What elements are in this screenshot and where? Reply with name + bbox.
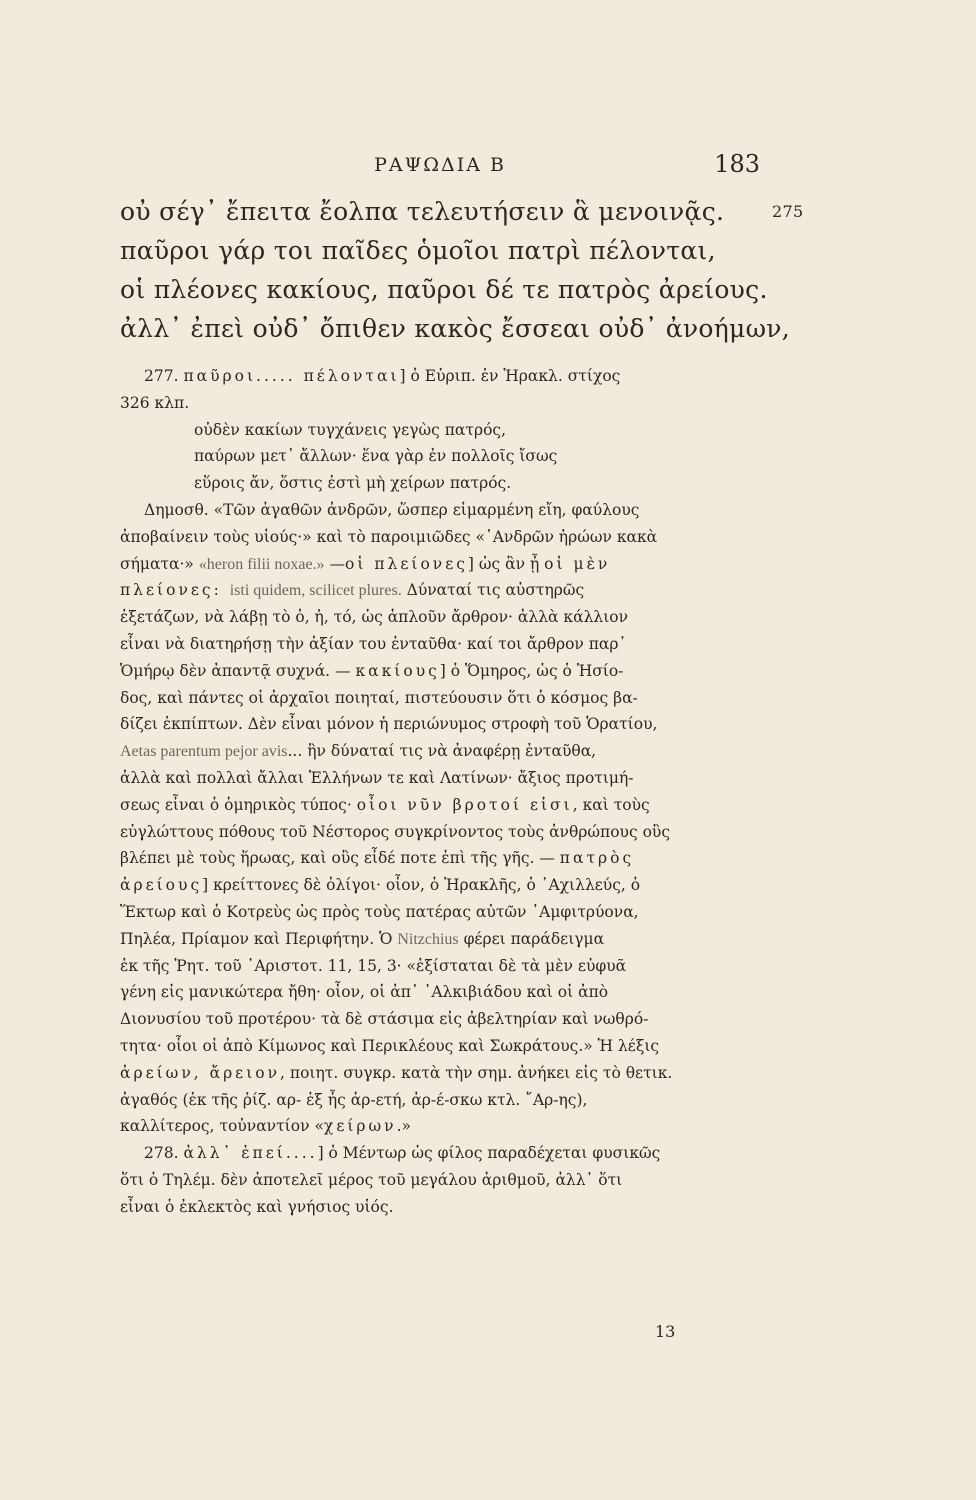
verse-line: οἱ πλέονες κακίους, παῦροι δέ τε πατρὸς ἀρείους.	[120, 275, 768, 304]
page-header	[120, 150, 760, 180]
commentary-line: γένη εἰς μανικώτερα ἤθη· οἷον, οἱ ἀπ᾽ ᾽Αλκιβιάδου καὶ οἱ ἀπὸ	[120, 983, 609, 1002]
verse-line: ἀλλ᾽ ἐπεὶ οὐδ᾽ ὄπιθεν κακὸς ἔσσεαι οὐδ᾽ ἀνοήμων,	[120, 314, 791, 343]
quote-line: παύρων μετ᾽ ἄλλων· ἕνα γὰρ ἐν πολλοῖς ἴσως	[194, 447, 558, 466]
commentary-line: 278. ἀλλ᾽ ἐπεί....] ὁ Μέντωρ ὡς φίλος παραδέχεται φυσικῶς	[144, 1144, 661, 1163]
commentary-block	[120, 363, 765, 1221]
lemma: κακίους	[355, 661, 440, 680]
commentary-line: ἀλλὰ καὶ πολλαὶ ἄλλαι Ἑλλήνων τε καὶ Λατίνων· ἄξιος προτιμή-	[120, 768, 634, 787]
signature-mark: 13	[655, 1322, 676, 1341]
verse-block	[120, 192, 810, 348]
commentary-line: Ἕκτωρ καὶ ὁ Κοτρεὺς ὡς πρὸς τοὺς πατέρας αὐτῶν ᾽Αμφιτρύονα,	[120, 902, 639, 921]
commentary-line: δίζει ἐκπίπτων. Δὲν εἶναι μόνον ἡ περιώνυμος στροφὴ τοῦ Ὁρατίου,	[120, 715, 658, 734]
commentary-line: Δημοσθ. «Τῶν ἀγαθῶν ἀνδρῶν, ὥσπερ εἱμαρμένη εἴη, φαύλους	[144, 500, 640, 519]
commentary-line: Πηλέα, Πρίαμον καὶ Περιφήτην. Ὁ Nitzchius φέρει παράδειγμα	[120, 929, 605, 948]
verse-line: παῦροι γάρ τοι παῖδες ὁμοῖοι πατρὶ πέλονται,	[120, 236, 716, 265]
lemma: παῦροι..... πέλονται	[183, 367, 400, 385]
commentary-line: σεως εἶναι ὁ ὁμηρικὸς τύπος· οἷοι νῦν βροτοί εἰσι, καὶ τοὺς	[120, 795, 650, 814]
lemma: πλείονες:	[120, 581, 230, 600]
commentary-line: εἶναι νὰ διατηρήσῃ τὴν ἀξίαν του ἐνταῦθα· καί τοι ἄρθρον παρ᾽	[120, 634, 627, 653]
lemma: οἷοι νῦν βροτοί εἰσι	[356, 795, 573, 814]
latin-quote: isti quidem, scilicet plures.	[229, 582, 402, 600]
verse-text: οὐ σέγ᾽ ἔπειτα ἔολπα τελευτήσειν ἃ μενοινᾷς.	[120, 197, 725, 226]
commentary-line: 277. παῦροι..... πέλονται] ὁ Εὐριπ. ἐν Ἡρακλ. στίχος	[144, 367, 621, 385]
commentary-line: ἀγαθός (ἐκ τῆς ῥίζ. αρ- ἐξ ἧς ἀρ-ετή, ἀρ-έ-σκω κτλ. ῎Αρ-ης),	[120, 1090, 588, 1109]
verse-line	[120, 192, 810, 231]
running-title: ΡΑΨΩΔΙΑ Β	[374, 154, 506, 176]
commentary-line: Aetas parentum pejor avis... ἣν δύναταί τις νὰ ἀναφέρῃ ἐνταῦθα,	[120, 742, 597, 761]
verse-number: 275	[772, 202, 804, 221]
commentary-line: Ὁμήρῳ δὲν ἀπαντᾷ συχνά. — κακίους] ὁ Ὅμηρος, ὡς ὁ Ἡσίο-	[120, 661, 624, 680]
commentary-line: ἐξετάζων, νὰ λάβῃ τὸ ὁ, ἡ, τό, ὡς ἁπλοῦν ἄρθρον· ἀλλὰ κάλλιον	[120, 608, 629, 627]
commentary-line: τητα· οἷοι οἱ ἀπὸ Κίμωνος καὶ Περικλέους καὶ Σωκράτους.» Ἡ λέξις	[120, 1036, 660, 1055]
commentary-line: ἀρείων, ἄρειον, ποιητ. συγκρ. κατὰ τὴν σημ. ἀνήκει εἰς τὸ θετικ.	[120, 1063, 673, 1082]
page-number: 183	[714, 150, 760, 178]
commentary-line: καλλίτερος, τοὐναντίον «χείρων.»	[120, 1117, 412, 1136]
latin-name: Nitzchius	[397, 930, 459, 948]
lemma: ἀρείων, ἄρειον	[120, 1063, 281, 1082]
lemma: οἱ μὲν	[544, 554, 611, 573]
commentary-line: εὐγλώττους πόθους τοῦ Νέστορος συγκρίνοντος τοὺς ἀνθρώπους οὓς	[120, 822, 671, 841]
commentary-line: ἐκ τῆς Ῥητ. τοῦ ᾽Αριστοτ. 11, 15, 3· «ἐξίσταται δὲ τὰ μὲν εὐφυᾶ	[120, 956, 627, 975]
lemma: ἀλλ᾽ ἐπεί....	[183, 1144, 318, 1163]
commentary-line: σήματα·» «heron filii noxae.» —οἱ πλείονες] ὡς ἂν ᾖ οἱ μὲν	[120, 554, 611, 573]
commentary-line: ὅτι ὁ Τηλέμ. δὲν ἀποτελεῖ μέρος τοῦ μεγάλου ἀριθμοῦ, ἀλλ᾽ ὅτι	[120, 1170, 623, 1189]
quote-line: εὕροις ἄν, ὅστις ἐστὶ μὴ χείρων πατρός.	[194, 474, 512, 493]
commentary-line: δος, καὶ πάντες οἱ ἀρχαῖοι ποιηταί, πιστεύουσιν ὅτι ὁ κόσμος βα-	[120, 688, 638, 707]
lemma: πατρὸς	[559, 849, 635, 868]
commentary-line: πλείονες: isti quidem, scilicet plures. Δύναταί τις αὐστηρῶς	[120, 581, 585, 600]
latin-quote: Aetas parentum pejor avis	[120, 743, 288, 761]
lemma: χείρων	[323, 1117, 397, 1136]
lemma: οἱ πλείονες	[344, 554, 468, 573]
quote-line: οὐδὲν κακίων τυγχάνεις γεγὼς πατρός,	[194, 420, 507, 439]
commentary-line: ἀρείους] κρείττονες δὲ ὀλίγοι· οἷον, ὁ Ἡρακλῆς, ὁ ᾽Αχιλλεύς, ὁ	[120, 876, 641, 895]
commentary-line: εἶναι ὁ ἐκλεκτὸς καὶ γνήσιος υἱός.	[120, 1197, 394, 1216]
latin-quote: «heron filii noxae.»	[198, 555, 325, 573]
lemma: ἀρείους	[120, 876, 203, 895]
commentary-line: ἀποβαίνειν τοὺς υἱούς·» καὶ τὸ παροιμιῶδες «᾽Ανδρῶν ἡρώων κακὰ	[120, 527, 658, 546]
commentary-line: βλέπει μὲ τοὺς ἥρωας, καὶ οὓς εἶδέ ποτε ἐπὶ τῆς γῆς. — πατρὸς	[120, 849, 635, 868]
commentary-line: Διονυσίου τοῦ προτέρου· τὰ δὲ στάσιμα εἰς ἀβελτηρίαν καὶ νωθρό-	[120, 1010, 649, 1029]
commentary-line: 326 κλπ.	[120, 393, 190, 412]
